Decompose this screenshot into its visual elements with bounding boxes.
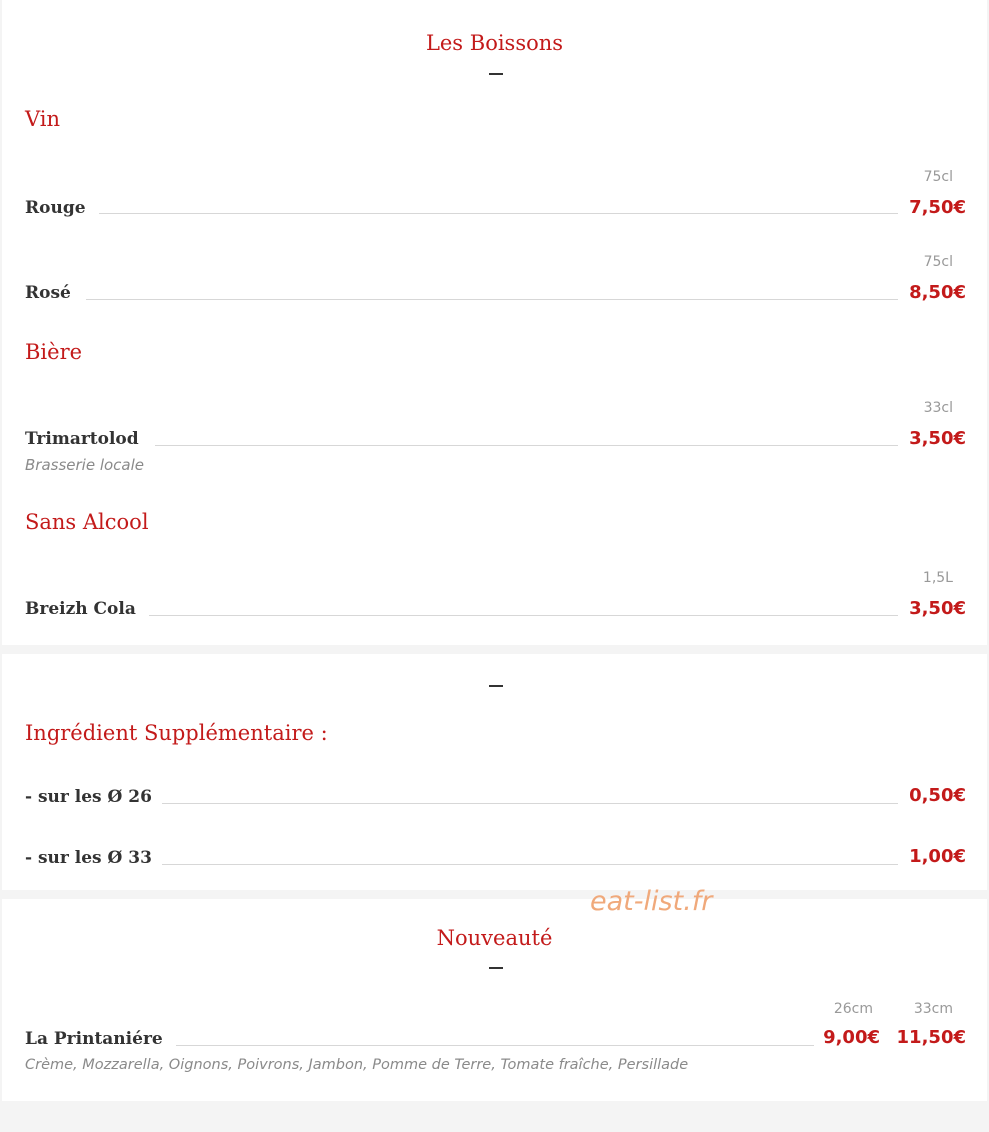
leader-line bbox=[176, 1045, 814, 1046]
menu-item-name: La Printaniére bbox=[25, 1029, 173, 1049]
menu-item-name: - sur les Ø 33 bbox=[25, 848, 162, 868]
menu-item-name: - sur les Ø 26 bbox=[25, 787, 162, 807]
item-size: 33cm bbox=[913, 1001, 953, 1017]
new-items-section bbox=[2, 899, 987, 1101]
menu-item-price-33: 11,50€ bbox=[896, 1027, 966, 1048]
menu-item-name: Breizh Cola bbox=[25, 599, 146, 619]
menu-item-price: 3,50€ bbox=[909, 428, 966, 449]
menu-item-name: Rosé bbox=[25, 283, 81, 303]
section-divider bbox=[489, 967, 503, 969]
supplements-section bbox=[2, 654, 987, 890]
menu-item-name: Trimartolod bbox=[25, 429, 149, 449]
section-divider bbox=[489, 685, 503, 687]
section-title-drinks: Les Boissons bbox=[425, 31, 564, 55]
menu-item-price: 8,50€ bbox=[909, 282, 966, 303]
category-sans-alcool: Sans Alcool bbox=[25, 510, 149, 534]
category-vin: Vin bbox=[25, 107, 61, 131]
drinks-section bbox=[2, 0, 987, 645]
menu-item-description: Crème, Mozzarella, Oignons, Poivrons, Jambon, Pomme de Terre, Tomate fraîche, Persillade bbox=[25, 1057, 689, 1073]
menu-item-description: Brasserie locale bbox=[25, 456, 145, 474]
leader-line bbox=[99, 213, 898, 214]
item-size: 26cm bbox=[833, 1001, 873, 1017]
section-divider bbox=[489, 73, 503, 75]
leader-line bbox=[155, 445, 898, 446]
category-biere: Bière bbox=[25, 340, 83, 364]
category-supplements: Ingrédient Supplémentaire : bbox=[25, 721, 328, 745]
leader-line bbox=[162, 803, 898, 804]
menu-item-price: 7,50€ bbox=[909, 197, 966, 218]
menu-item-price: 0,50€ bbox=[909, 785, 966, 806]
item-size: 1,5L bbox=[922, 570, 953, 586]
item-size: 75cl bbox=[923, 169, 953, 185]
leader-line bbox=[149, 615, 898, 616]
menu-item-name: Rouge bbox=[25, 198, 96, 218]
watermark: eat-list.fr bbox=[590, 886, 713, 917]
menu-item-price-26: 9,00€ bbox=[823, 1027, 880, 1048]
item-size: 75cl bbox=[923, 254, 953, 270]
menu-item-price: 1,00€ bbox=[909, 846, 966, 867]
item-size: 33cl bbox=[923, 400, 953, 416]
leader-line bbox=[86, 299, 898, 300]
section-title-new: Nouveauté bbox=[436, 926, 553, 950]
leader-line bbox=[162, 864, 898, 865]
menu-item-price: 3,50€ bbox=[909, 598, 966, 619]
